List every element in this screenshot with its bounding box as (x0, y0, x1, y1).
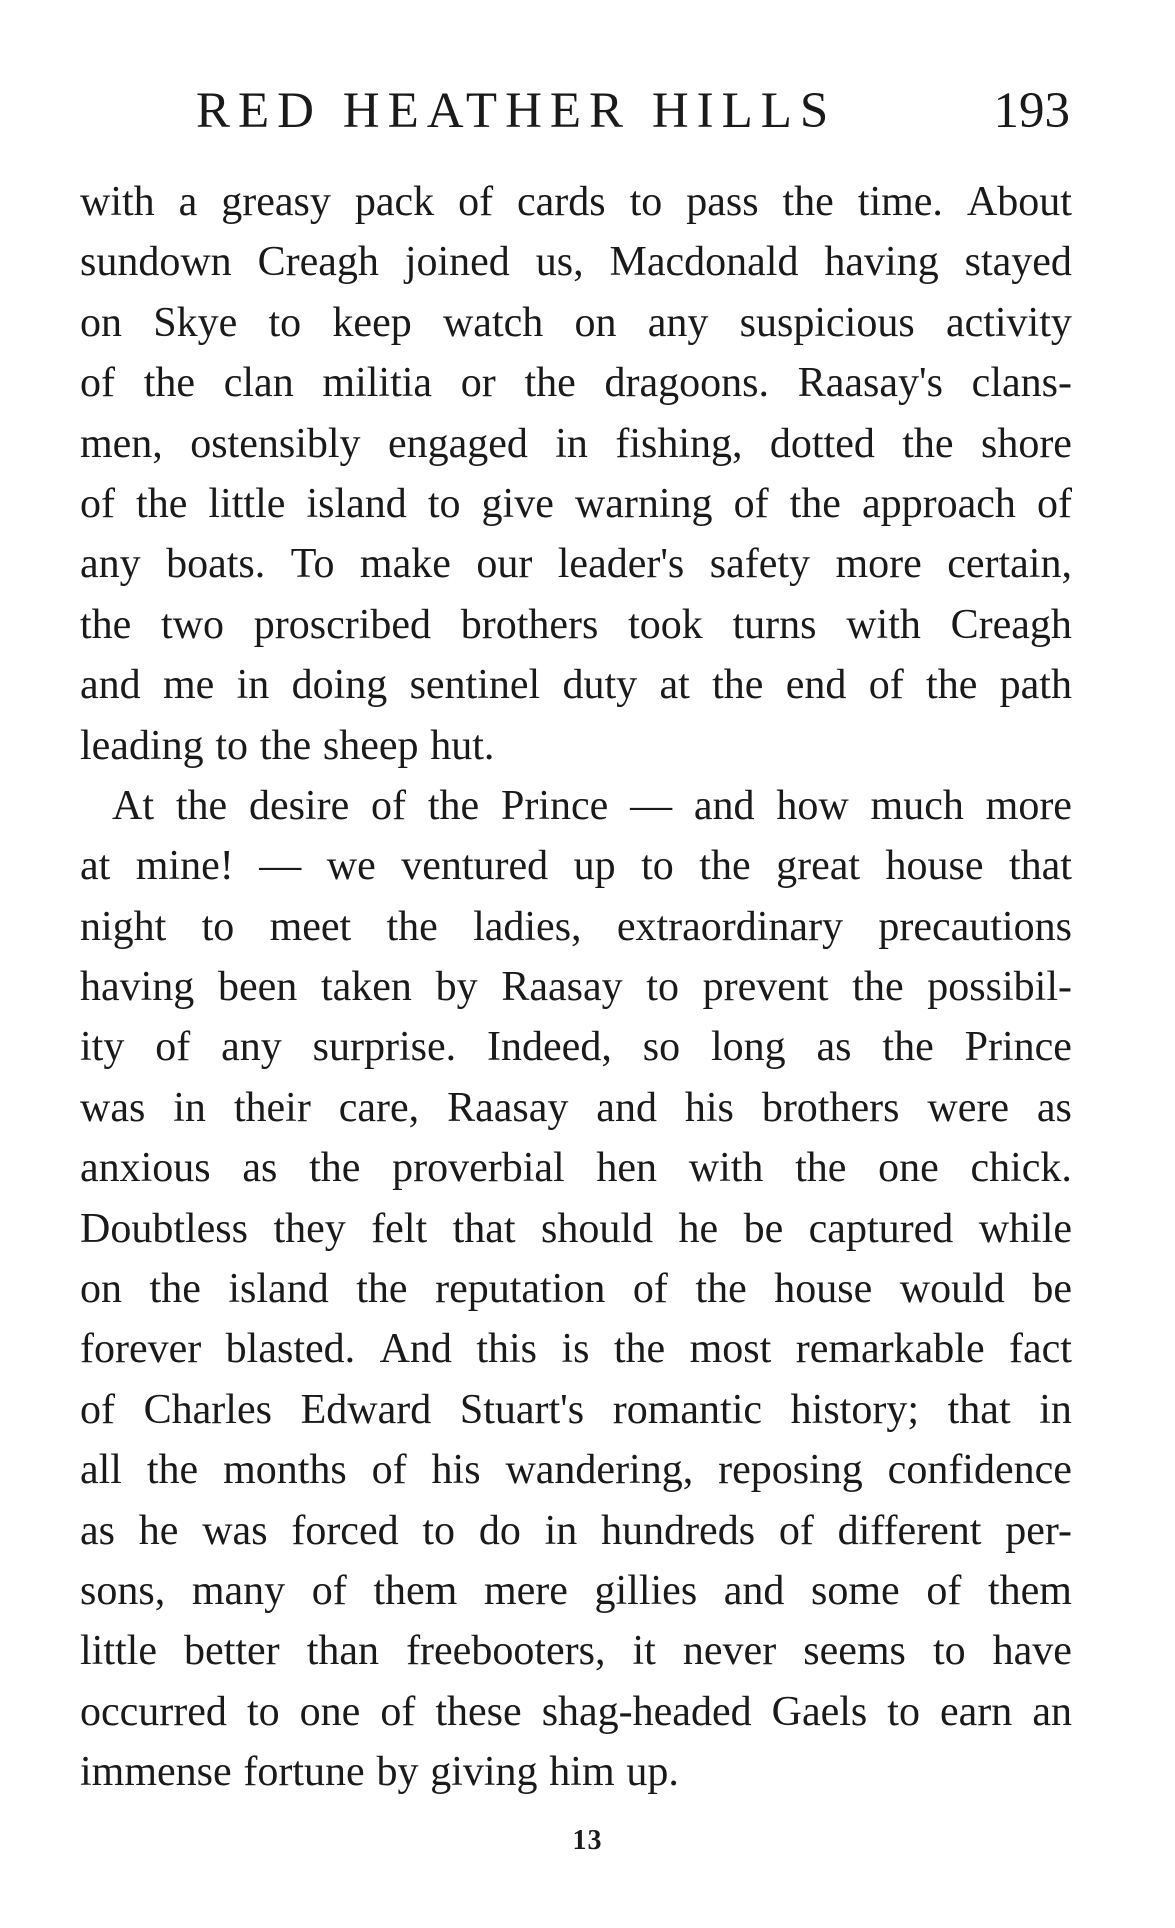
word: precautions (878, 903, 1072, 950)
word: confidence (887, 1447, 1072, 1494)
word: the (902, 420, 954, 467)
word: would (899, 1266, 1005, 1313)
word: mere (483, 1567, 568, 1614)
word: have (992, 1628, 1072, 1675)
word: safety (709, 541, 811, 588)
word: taken (320, 964, 412, 1011)
page-number: 193 (993, 83, 1070, 139)
paragraph-2 (80, 776, 1072, 1803)
word: time. (857, 179, 943, 225)
word: the (882, 1024, 934, 1071)
text-line (80, 1259, 1072, 1319)
word: to (887, 1688, 920, 1735)
word: care, (338, 1084, 420, 1131)
word: our (476, 541, 533, 588)
word: of (1036, 480, 1072, 527)
word: certain, (947, 541, 1072, 588)
word: him (549, 1749, 615, 1796)
text-line (80, 1078, 1072, 1138)
word: proverbial (392, 1145, 565, 1192)
text-line (80, 1199, 1072, 1259)
word: them (373, 1567, 458, 1614)
word: the (795, 1145, 847, 1192)
word: meet (269, 903, 352, 950)
word: anxious (80, 1145, 211, 1192)
text-line (80, 1017, 1072, 1077)
word: Prince (964, 1024, 1072, 1071)
word: of (80, 360, 115, 407)
word: some (811, 1567, 900, 1614)
text-line (80, 776, 1072, 836)
word: joined (404, 239, 510, 286)
word: he (138, 1507, 179, 1554)
word: Raasay's (797, 360, 943, 407)
word: the (80, 601, 132, 648)
word: the (149, 1266, 201, 1313)
word: chick. (970, 1145, 1072, 1192)
word: many (191, 1567, 286, 1614)
word: this (476, 1326, 538, 1373)
word: warning (574, 480, 713, 527)
word: to (932, 1628, 966, 1675)
word: fishing, (615, 420, 743, 467)
word: to (246, 1688, 280, 1735)
word: island (306, 480, 407, 527)
word: more (985, 782, 1072, 829)
word: romantic (612, 1386, 763, 1433)
word: most (689, 1326, 772, 1373)
word: in (555, 420, 588, 467)
word: leader's (557, 541, 685, 588)
word: the (356, 1266, 408, 1313)
word: greasy (221, 179, 331, 225)
word: by (376, 1749, 419, 1796)
word: with (80, 179, 155, 225)
word: clans- (971, 360, 1072, 407)
word: leading (80, 722, 204, 769)
word: should (541, 1205, 654, 1252)
word: us, (535, 239, 584, 286)
text-line (80, 897, 1072, 957)
word: shag-headed (541, 1688, 752, 1735)
word: with (688, 1145, 764, 1192)
word: Charles (143, 1386, 272, 1433)
word: night (80, 903, 167, 950)
word: fact (1009, 1326, 1072, 1373)
word: of (371, 1447, 407, 1494)
word: Macdonald (609, 239, 799, 286)
word: to (641, 843, 674, 890)
word: that (452, 1205, 516, 1252)
word: in (1039, 1386, 1072, 1433)
word: and (693, 782, 755, 829)
word: to (215, 722, 249, 769)
word: it (632, 1628, 656, 1675)
word: of (868, 662, 904, 709)
word: history; (790, 1386, 919, 1433)
word: long (710, 1024, 786, 1071)
word: Raasay (447, 1084, 569, 1131)
word: reposing (718, 1447, 863, 1494)
word: the (259, 722, 312, 769)
word: cards (517, 179, 606, 225)
word: the (782, 179, 834, 225)
word: in (173, 1084, 206, 1131)
word: up. (626, 1749, 679, 1796)
text-line (80, 293, 1072, 353)
word: at (659, 662, 690, 709)
text-line (80, 534, 1072, 594)
word: months (223, 1447, 347, 1494)
text-line (80, 1501, 1072, 1561)
word: to (422, 1507, 456, 1554)
word: while (978, 1205, 1072, 1252)
word: forced (291, 1507, 399, 1554)
word: clan (223, 360, 294, 407)
word: of (733, 480, 769, 527)
word: or (460, 360, 496, 407)
word: of (311, 1567, 347, 1614)
word: the (712, 662, 764, 709)
word: be (1032, 1266, 1072, 1313)
text-line (80, 172, 1072, 232)
word: To (290, 541, 335, 588)
word: in (236, 662, 270, 709)
word: of (458, 179, 494, 225)
text-line (80, 353, 1072, 413)
word: About (966, 179, 1072, 225)
word: blasted. (225, 1326, 356, 1373)
word: is (561, 1326, 590, 1373)
word: Creagh (950, 601, 1072, 648)
word: giving (430, 1749, 538, 1796)
word: militia (322, 360, 433, 407)
text-line (80, 1561, 1072, 1621)
word: desire (248, 782, 350, 829)
text-line (80, 957, 1072, 1017)
word: better (184, 1628, 280, 1675)
word: pass (686, 179, 759, 225)
word: in (544, 1507, 578, 1554)
word: never (682, 1628, 777, 1675)
word: having (824, 239, 939, 286)
word: at (80, 843, 111, 890)
word: took (628, 601, 703, 648)
word: and (723, 1567, 785, 1614)
word: of (778, 1507, 814, 1554)
word: his (684, 1084, 734, 1131)
word: end (785, 662, 847, 709)
running-head (196, 82, 1070, 142)
word: as (1036, 1084, 1072, 1131)
word: on (574, 299, 617, 346)
word: sundown (80, 239, 232, 286)
word: stayed (964, 239, 1072, 286)
word: an (1032, 1688, 1072, 1735)
word: great (776, 843, 861, 890)
word: the (613, 1326, 666, 1373)
word: that (1009, 843, 1072, 890)
word: keep (332, 299, 412, 346)
word: felt (371, 1205, 428, 1252)
word: immense (80, 1749, 232, 1796)
word: as (816, 1024, 852, 1071)
word: up (573, 843, 616, 890)
word: the (427, 782, 480, 829)
word: with (846, 601, 921, 648)
word: one (299, 1688, 361, 1735)
text-line (80, 1138, 1072, 1198)
word: all (80, 1447, 122, 1494)
word: any (80, 541, 141, 588)
word: Creagh (257, 239, 379, 286)
word: me (162, 662, 215, 709)
word: per- (1005, 1507, 1072, 1554)
text-line (80, 414, 1072, 474)
word: brothers (761, 1084, 900, 1131)
word: how (776, 782, 849, 829)
word: as (80, 1507, 115, 1554)
word: prevent (702, 964, 829, 1011)
word: so (642, 1024, 681, 1071)
word: the (136, 480, 188, 527)
word: little (208, 480, 286, 527)
word: Indeed, (487, 1024, 612, 1071)
word: captured (808, 1205, 954, 1252)
word: of (926, 1567, 962, 1614)
text-line (80, 716, 1072, 776)
word: sentinel (409, 662, 541, 709)
word: having (80, 964, 195, 1011)
word: the (146, 1447, 199, 1494)
word: Edward (300, 1386, 432, 1433)
body-text (80, 172, 1072, 1803)
word: shore (980, 420, 1072, 467)
word: little (80, 1628, 157, 1675)
word: Gaels (771, 1688, 868, 1735)
word: watch (442, 299, 544, 346)
word: At (112, 782, 154, 829)
word: freebooters, (406, 1628, 606, 1675)
word: to (629, 179, 663, 225)
word: on (80, 299, 122, 346)
word: make (359, 541, 451, 588)
word: were (927, 1084, 1009, 1131)
text-line (80, 595, 1072, 655)
word: of (632, 1266, 668, 1313)
word: more (835, 541, 922, 588)
word: as (242, 1145, 278, 1192)
word: reputation (435, 1266, 606, 1313)
word: Doubtless (80, 1205, 248, 1252)
word: house (885, 843, 984, 890)
word: much (870, 782, 964, 829)
text-line (80, 1440, 1072, 1500)
word: hut. (430, 722, 495, 769)
word: occurred (80, 1688, 227, 1735)
word: surprise. (312, 1024, 457, 1071)
word: turns (732, 601, 817, 648)
word: wandering, (505, 1447, 694, 1494)
word: the (386, 903, 438, 950)
word: these (435, 1688, 522, 1735)
paragraph-1 (80, 172, 1072, 776)
word: was (202, 1507, 268, 1554)
word: men, (80, 420, 163, 467)
word: by (435, 964, 478, 1011)
word: Raasay (501, 964, 623, 1011)
text-line (80, 1742, 1072, 1802)
word: ity (80, 1024, 125, 1071)
word: doing (291, 662, 388, 709)
word: the (852, 964, 904, 1011)
word: and (596, 1084, 657, 1131)
word: they (273, 1205, 346, 1252)
word: — (630, 782, 673, 829)
word: proscribed (253, 601, 432, 648)
word: path (999, 662, 1072, 709)
word: any (221, 1024, 282, 1071)
word: Prince (500, 782, 609, 829)
word: of (155, 1024, 191, 1071)
word: seems (803, 1628, 906, 1675)
word: a (178, 179, 198, 225)
word: sheep (322, 722, 419, 769)
word: to (646, 964, 679, 1011)
word: than (306, 1628, 380, 1675)
word: hen (596, 1145, 658, 1192)
text-line (80, 1682, 1072, 1742)
word: be (743, 1205, 784, 1252)
word: he (678, 1205, 719, 1252)
word: to (201, 903, 235, 950)
word: that (947, 1386, 1011, 1433)
word: the (695, 1266, 747, 1313)
signature-mark: 13 (572, 1825, 603, 1856)
word: the (309, 1145, 361, 1192)
text-line (80, 474, 1072, 534)
word: his (431, 1447, 481, 1494)
word: different (837, 1507, 982, 1554)
text-line (80, 1380, 1072, 1440)
word: engaged (387, 420, 528, 467)
word: dragoons. (604, 360, 770, 407)
word: been (218, 964, 298, 1011)
word: forever (80, 1326, 202, 1373)
word: to (427, 480, 461, 527)
word: one (878, 1145, 939, 1192)
word: of (380, 1688, 416, 1735)
word: give (481, 480, 554, 527)
word: Stuart's (459, 1386, 585, 1433)
word: boats. (166, 541, 266, 588)
word: house (774, 1266, 873, 1313)
word: island (228, 1266, 329, 1313)
word: any (647, 299, 709, 346)
word: the (175, 782, 228, 829)
word: of (80, 480, 115, 527)
word: the (524, 360, 576, 407)
word: dotted (769, 420, 875, 467)
word: two (161, 601, 225, 648)
word: Skye (153, 299, 238, 346)
word: And (379, 1326, 452, 1373)
word: mine! (135, 843, 234, 890)
word: and (80, 662, 141, 709)
word: their (233, 1084, 311, 1131)
word: — (259, 843, 302, 890)
word: was (80, 1084, 146, 1131)
word: ostensibly (190, 420, 361, 467)
word: the (143, 360, 196, 407)
word: approach (862, 480, 1016, 527)
word: them (987, 1567, 1072, 1614)
text-line (80, 655, 1072, 715)
word: remarkable (795, 1326, 985, 1373)
word: activity (945, 299, 1072, 346)
word: to (268, 299, 302, 346)
word: the (926, 662, 978, 709)
text-line (80, 232, 1072, 292)
word: possibil- (927, 964, 1072, 1011)
text-line (80, 1319, 1072, 1379)
word: duty (562, 662, 638, 709)
word: ventured (401, 843, 549, 890)
word: hundreds (601, 1507, 756, 1554)
word: fortune (243, 1749, 365, 1796)
word: the (789, 480, 841, 527)
word: sons, (80, 1567, 166, 1614)
word: of (371, 782, 407, 829)
word: do (478, 1507, 521, 1554)
running-title: RED HEATHER HILLS (196, 83, 837, 139)
word: ladies, (473, 903, 582, 950)
word: gillies (594, 1567, 698, 1614)
word: the (699, 843, 751, 890)
word: brothers (460, 601, 599, 648)
text-line (80, 836, 1072, 896)
word: suspicious (739, 299, 915, 346)
word: on (80, 1266, 122, 1313)
text-line (80, 1621, 1072, 1681)
word: pack (354, 179, 435, 225)
word: earn (940, 1688, 1013, 1735)
word: extraordinary (616, 903, 844, 950)
word: we (326, 843, 376, 890)
word: of (80, 1386, 115, 1433)
